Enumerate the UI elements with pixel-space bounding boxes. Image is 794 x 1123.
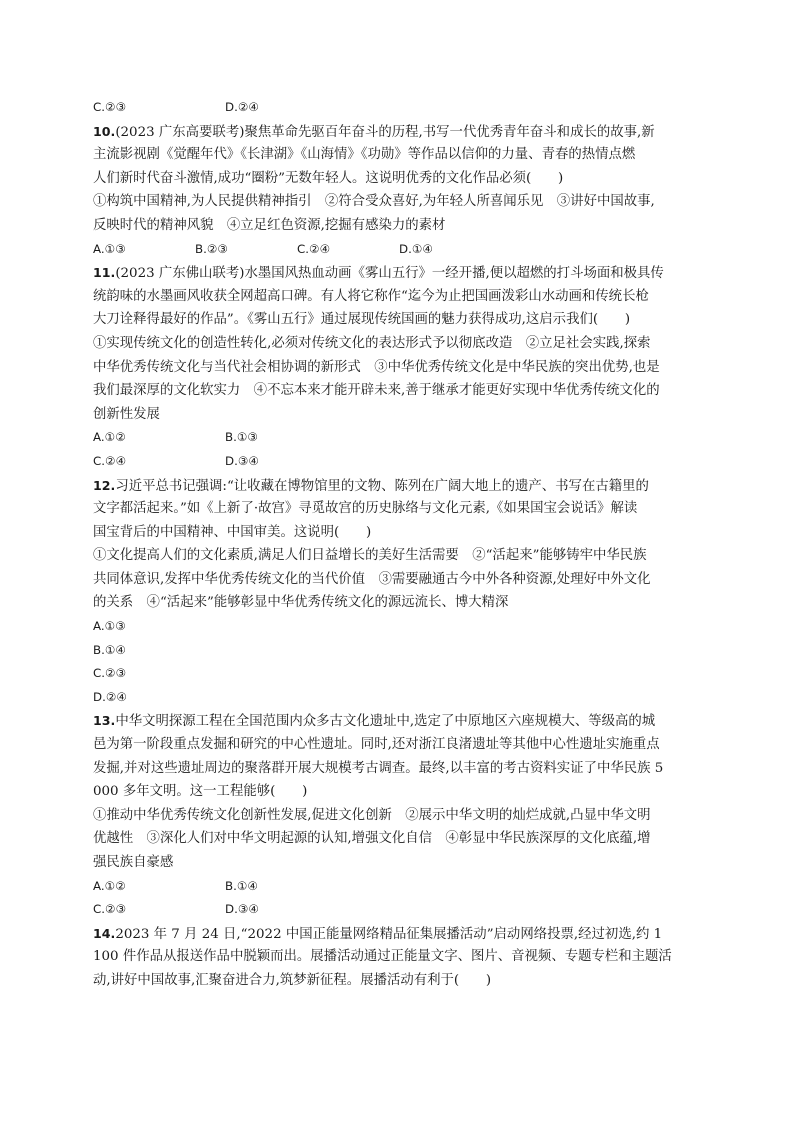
option-d: D.①④ (399, 241, 433, 256)
option-c: C.②③ (93, 902, 127, 917)
option-b: B.①④ (93, 642, 126, 657)
option-d: D.③④ (225, 453, 259, 468)
answer-options (93, 426, 705, 450)
option-c: C.②③ (93, 100, 127, 114)
question-item-line: 中华优秀传统文化与当代社会相协调的新形式 ③中华优秀传统文化是中华民族的突出优势,也是 (93, 359, 660, 375)
option-b: B.①④ (225, 878, 258, 893)
option-a: A.①② (93, 430, 126, 445)
question-stem-line: 13.中华文明探源工程在全国范围内众多古文化遗址中,选定了中原地区六座规模大、等级高的城 (93, 713, 656, 730)
question-stem-line: 10.(2023 广东高要联考)聚焦革命先驱百年奋斗的历程,书写一代优秀青年奋斗和成长的故事,新 (93, 123, 655, 140)
question-item-line: 反映时代的精神风貌 ④立足红色资源,挖掘有感染力的素材 (93, 217, 446, 233)
question-item-line: ①构筑中国精神,为人民提供精神指引 ②符合受众喜好,为年轻人所喜闻乐见 ③讲好中国故事, (93, 194, 655, 210)
option-c: C.②④ (297, 241, 331, 256)
answer-options (93, 615, 705, 639)
option-c: C.②④ (93, 453, 127, 468)
answer-options (93, 875, 705, 899)
question-14 (93, 922, 705, 993)
question-13 (93, 709, 705, 921)
prev-question-options (93, 96, 705, 120)
answer-options (93, 662, 705, 686)
question-item-line: ①文化提高人们的文化素质,满足人们日益增长的美好生活需要 ②“活起来”能够铸牢中华民族 (93, 548, 647, 564)
question-stem-line: 发掘,并对这些遗址周边的聚落群开展大规模考古调查。最终,以丰富的考古资料实证了中华民族 5 (93, 760, 664, 776)
question-stem-line: 主流影视剧《觉醒年代》《长津湖》《山海情》《功勋》等作品以信仰的力量、青春的热情点燃 (93, 147, 636, 163)
question-10 (93, 120, 705, 262)
option-b: B.①③ (225, 430, 258, 445)
answer-options (93, 450, 705, 474)
option-a: A.①③ (93, 619, 126, 634)
document-page (93, 96, 705, 993)
question-item-line: 共同体意识,发挥中华优秀传统文化的当代价值 ③需要融通古今中外各种资源,处理好中外文化 (93, 571, 651, 587)
question-number: 11. (93, 265, 116, 281)
question-stem-line: 国宝背后的中国精神、中国审美。这说明( ) (93, 524, 372, 540)
answer-options (93, 686, 705, 710)
question-item-line: ①推动中华优秀传统文化创新性发展,促进文化创新 ②展示中华文明的灿烂成就,凸显中华文明 (93, 807, 651, 823)
question-stem-line: 14.2023 年 7 月 24 日,“2022 中国正能量网络精品征集展播活动”启动网络投票,经过初选,约 1 (93, 925, 663, 942)
option-a: A.①③ (93, 241, 126, 256)
question-stem-line: 人们新时代奋斗激情,成功“圈粉”无数年轻人。这说明优秀的文化作品必须( ) (93, 170, 564, 186)
question-number: 12. (93, 477, 116, 493)
option-d: D.③④ (225, 902, 259, 917)
question-12 (93, 474, 705, 710)
question-11 (93, 261, 705, 473)
option-d: D.②④ (225, 100, 259, 114)
question-stem-line: 11.(2023 广东佛山联考)水墨国风热血动画《雾山五行》一经开播,便以超燃的打斗场面和极具传 (93, 265, 664, 282)
question-item-line: 创新性发展 (93, 406, 160, 422)
option-a: A.①② (93, 878, 126, 893)
question-item-line: 的关系 ④“活起来”能够彰显中华优秀传统文化的源远流长、博大精深 (93, 595, 509, 611)
answer-options (93, 898, 705, 922)
question-number: 14. (93, 925, 116, 941)
question-stem-line: 000 多年文明。这一工程能够( ) (93, 784, 308, 800)
answer-options (93, 639, 705, 663)
question-item-line: 我们最深厚的文化软实力 ④不忘本来才能开辟未来,善于继承才能更好实现中华优秀传统文化的 (93, 383, 660, 399)
question-stem-line: 100 件作品从报送作品中脱颖而出。展播活动通过正能量文字、图片、音视频、专题专栏和主题活 (93, 949, 672, 965)
question-stem-line: 文字都活起来。”如《上新了·故宫》寻觅故宫的历史脉络与文化元素,《如果国宝会说话》解读 (93, 501, 638, 517)
option-d: D.②④ (93, 689, 127, 704)
option-b: B.②③ (195, 241, 228, 256)
question-number: 13. (93, 713, 116, 729)
option-c: C.②③ (93, 666, 127, 681)
question-item-line: 强民族自豪感 (93, 855, 174, 870)
question-stem-line: 邑为第一阶段重点发掘和研究的中心性遗址。同时,还对浙江良渚遗址等其他中心性遗址实施重点 (93, 737, 660, 753)
question-number: 10. (93, 123, 116, 139)
question-stem-line: 12.习近平总书记强调:“让收藏在博物馆里的文物、陈列在广阔大地上的遗产、书写在古籍里的 (93, 477, 649, 494)
question-stem-line: 大刀诠释得最好的作品”。《雾山五行》通过展现传统国画的魅力获得成功,这启示我们( ) (93, 312, 631, 328)
question-stem-line: 统韵味的水墨画风收获全网超高口碑。有人将它称作“迄今为止把国画泼彩山水动画和传统长枪 (93, 288, 649, 304)
question-stem-line: 动,讲好中国故事,汇聚奋进合力,筑梦新征程。展播活动有利于( ) (93, 972, 492, 988)
answer-options (93, 238, 705, 262)
question-item-line: 优越性 ③深化人们对中华文明起源的认知,增强文化自信 ④彰显中华民族深厚的文化底蕴,增 (93, 831, 651, 847)
question-item-line: ①实现传统文化的创造性转化,必须对传统文化的表达形式予以彻底改造 ②立足社会实践,探索 (93, 335, 651, 351)
